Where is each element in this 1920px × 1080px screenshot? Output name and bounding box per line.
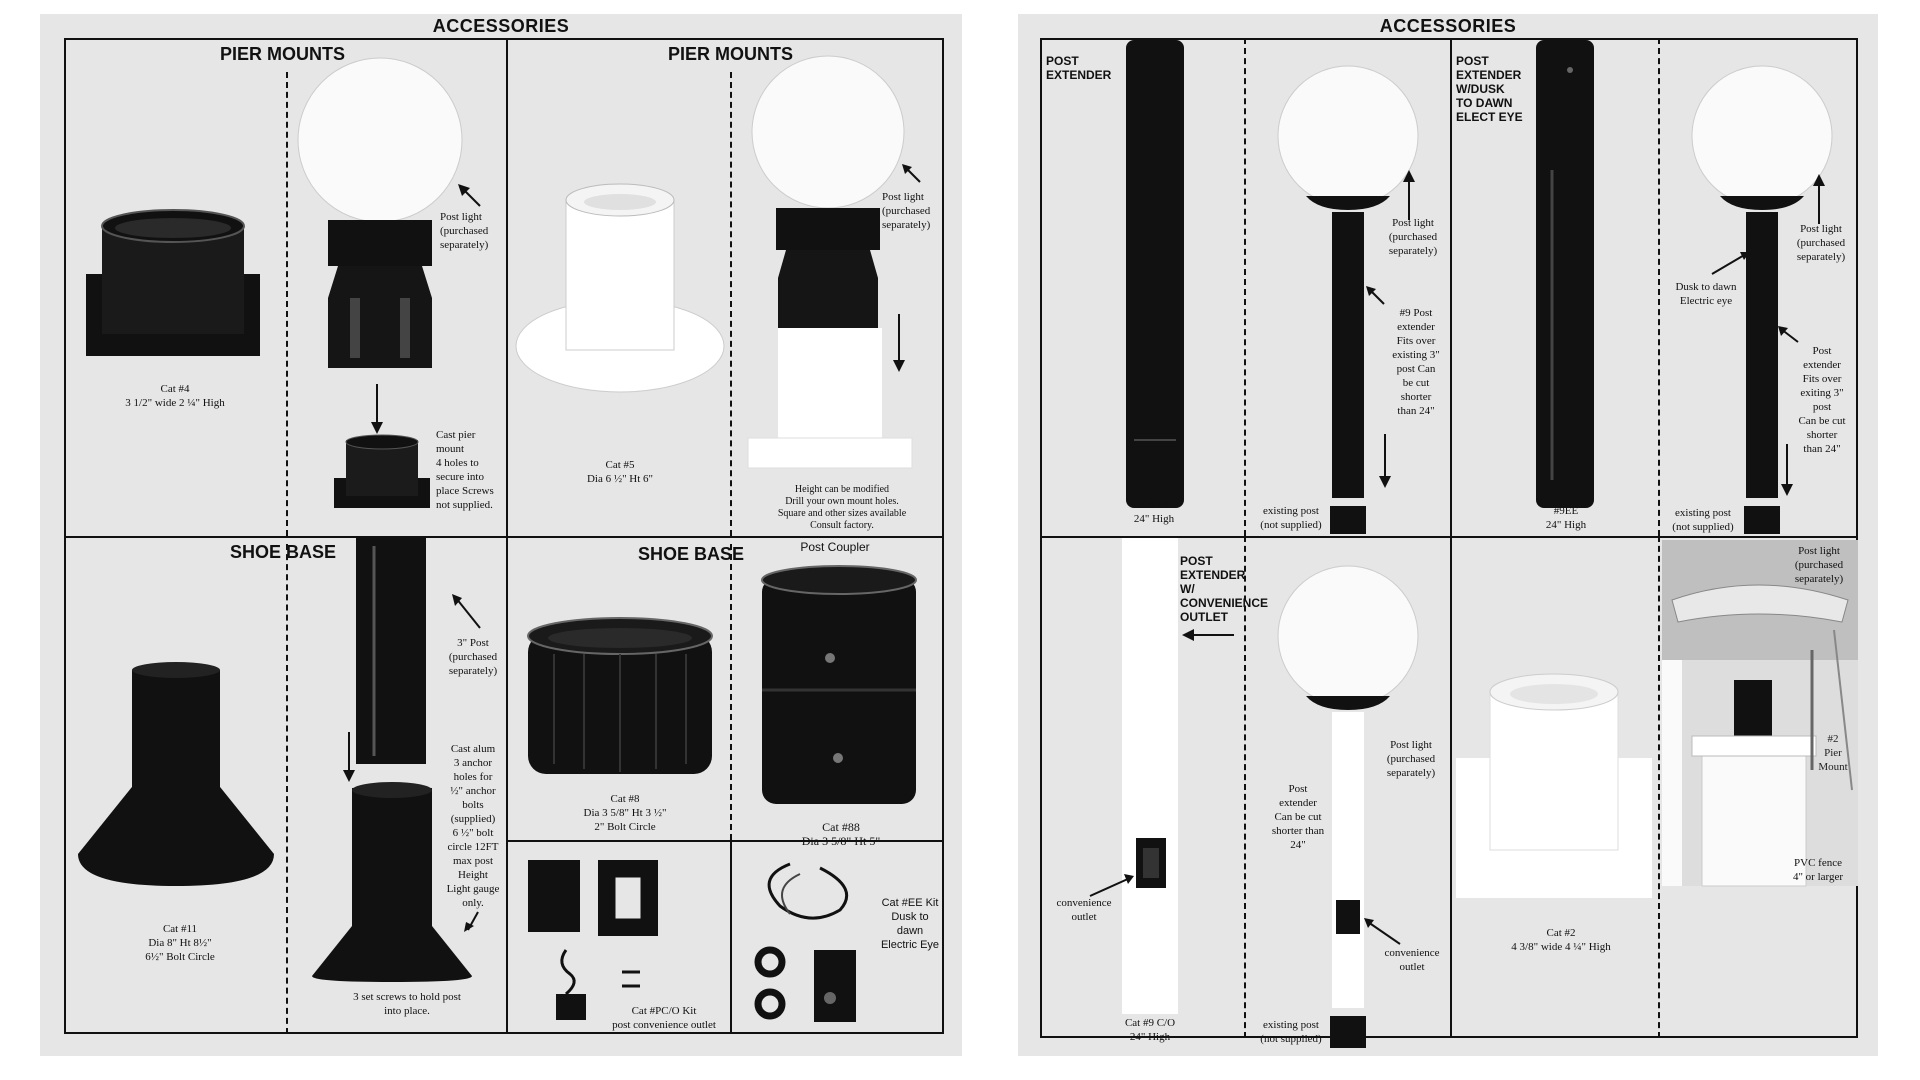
post-light-note: Post light (purchased separately) (882, 191, 931, 231)
dashed-divider (286, 72, 288, 536)
ee-kit-caption: Cat #EE Kit Dusk to dawn Electric Eye (880, 897, 940, 951)
arrow-icon (458, 184, 488, 214)
left-catalog-sheet (40, 14, 962, 1056)
cast-pier-mount-image (332, 434, 432, 510)
arrow-icon (1778, 326, 1802, 346)
left-middle-divider (64, 536, 944, 538)
cat5-caption: Cat #5 Dia 6 ½" Ht 6" (586, 459, 654, 485)
cast-pier-note: Cast pier mount 4 holes to secure into place Screws not supplied. (436, 429, 494, 511)
right-catalog-sheet (1018, 14, 1878, 1056)
cat9co-extender-image (1116, 538, 1182, 1018)
cat11-caption: Cat #11 Dia 8" Ht 8½" 6½" Bolt Circle (145, 923, 215, 963)
ee-kit-image (750, 858, 870, 1028)
post-light-note: Post light (purchased separately) (1388, 217, 1438, 257)
arrow-down-icon (1378, 434, 1392, 488)
shoe-base-title: SHOE BASE (230, 542, 337, 562)
post-light-note: Post light (purchased separately) (440, 211, 489, 251)
arrow-down-icon (370, 384, 384, 434)
right-center-divider (1450, 38, 1452, 1038)
globe-light-image (740, 58, 940, 488)
dashed-divider (730, 544, 732, 840)
outlet-note: convenience outlet (1384, 947, 1440, 973)
cat9ee-extender-image (1530, 40, 1600, 510)
post-light-note: Post light (purchased separately) (1386, 739, 1436, 779)
arrow-icon (1364, 918, 1404, 948)
arrow-icon (1088, 872, 1136, 900)
arrow-icon (1712, 250, 1752, 278)
pier-mounts-title: PIER MOUNTS (220, 44, 346, 64)
arrow-up-icon (1812, 174, 1826, 224)
pier-mount-note: #2 Pier Mount (1818, 733, 1848, 773)
dusk-to-dawn-note: Dusk to dawn Electric eye (1675, 281, 1737, 307)
cast-alum-note: Cast alum 3 anchor holes for ½" anchor bolts (supplied) 6 ½" bolt circle 12FT max post Height Light gauge only. (446, 743, 500, 909)
pvc-fence-note: PVC fence 4" or larger (1792, 857, 1844, 883)
dashed-divider (1658, 536, 1660, 1038)
set-screws-note: 3 set screws to hold post into place. (353, 991, 461, 1017)
globe-light-on-extender-image (1268, 66, 1438, 534)
existing-post-note: existing post (not supplied) (1260, 505, 1322, 531)
dashed-divider (1244, 38, 1246, 536)
pier-mounts-title: PIER MOUNTS (668, 44, 794, 64)
post-extender-title: POST EXTENDER (1046, 54, 1112, 82)
arrow-down-icon (1780, 444, 1794, 496)
cat9-extender-image (1120, 40, 1190, 510)
arrow-icon (902, 164, 926, 188)
dashed-divider (286, 544, 288, 1034)
pco-kit-caption: Cat #PC/O Kit post convenience outlet (612, 1005, 716, 1031)
post-coupler-label: Post Coupler (800, 540, 870, 554)
arrow-left-icon (1182, 628, 1234, 642)
post-light-note: Post light (purchased separately) (1796, 223, 1846, 263)
extender-note: #9 Post extender Fits over existing 3" post Can be cut shorter than 24" (1392, 307, 1440, 417)
left-sheet-title: ACCESSORIES (432, 16, 570, 36)
cat4-caption: Cat #4 3 1/2" wide 2 ¼" High (125, 383, 225, 409)
existing-post-note: existing post (not supplied) (1672, 507, 1734, 533)
outlet-note: convenience outlet (1056, 897, 1112, 923)
cat8-shoe-base-image (524, 614, 716, 784)
arrow-icon (452, 594, 486, 634)
globe-light-on-extender-image (1268, 566, 1438, 1050)
arrow-icon (464, 910, 484, 934)
dashed-divider (730, 72, 732, 536)
post-extender-outlet-title: POST EXTENDER W/ CONVENIENCE OUTLET (1180, 554, 1269, 624)
cat9ee-caption: #9EE 24" High (1545, 505, 1587, 531)
cat9-caption: Cat #9 24" High (1133, 499, 1175, 525)
cat9co-caption: Cat #9 C/O 24" High (1124, 1017, 1176, 1043)
post-extender-eye-title: POST EXTENDER W/DUSK TO DAWN ELECT EYE (1456, 54, 1523, 124)
cat88-coupler-image (754, 562, 924, 812)
arrow-down-icon (342, 732, 356, 782)
extender-note: Post extender Fits over exiting 3" post Can be cut shorter than 24" (1798, 345, 1846, 455)
arrow-icon (1366, 286, 1390, 310)
arrow-down-icon (892, 314, 906, 372)
cat88-caption: Cat #88 Dia 3 5/8" Ht 5" (801, 820, 881, 848)
post-note: 3" Post (purchased separately) (448, 637, 498, 677)
dashed-divider (1658, 38, 1660, 536)
existing-post-note: existing post (not supplied) (1260, 1019, 1322, 1045)
height-note: Height can be modified Drill your own mount holes. Square and other sizes available Consult factory. (777, 484, 907, 531)
cat8-caption: Cat #8 Dia 3 5/8" Ht 3 ½" 2" Bolt Circle (583, 793, 667, 833)
cat4-pier-mount-image (84, 204, 264, 364)
arrow-up-icon (1402, 170, 1416, 220)
pco-kit-image (526, 854, 666, 1024)
fence-post-photo (1662, 540, 1858, 886)
shoe-base-title: SHOE BASE (638, 544, 745, 564)
cat2-pier-mount-image (1454, 670, 1654, 910)
cat11-shoe-base-image (74, 660, 278, 900)
right-sheet-title: ACCESSORIES (1379, 16, 1517, 36)
cat5-pier-mount-image (512, 176, 728, 426)
cat2-caption: Cat #2 4 3/8" wide 4 ¼" High (1511, 927, 1611, 953)
post-light-note: Post light (purchased separately) (1794, 545, 1844, 585)
extender-note: Post extender Can be cut shorter than 24" (1271, 783, 1325, 851)
